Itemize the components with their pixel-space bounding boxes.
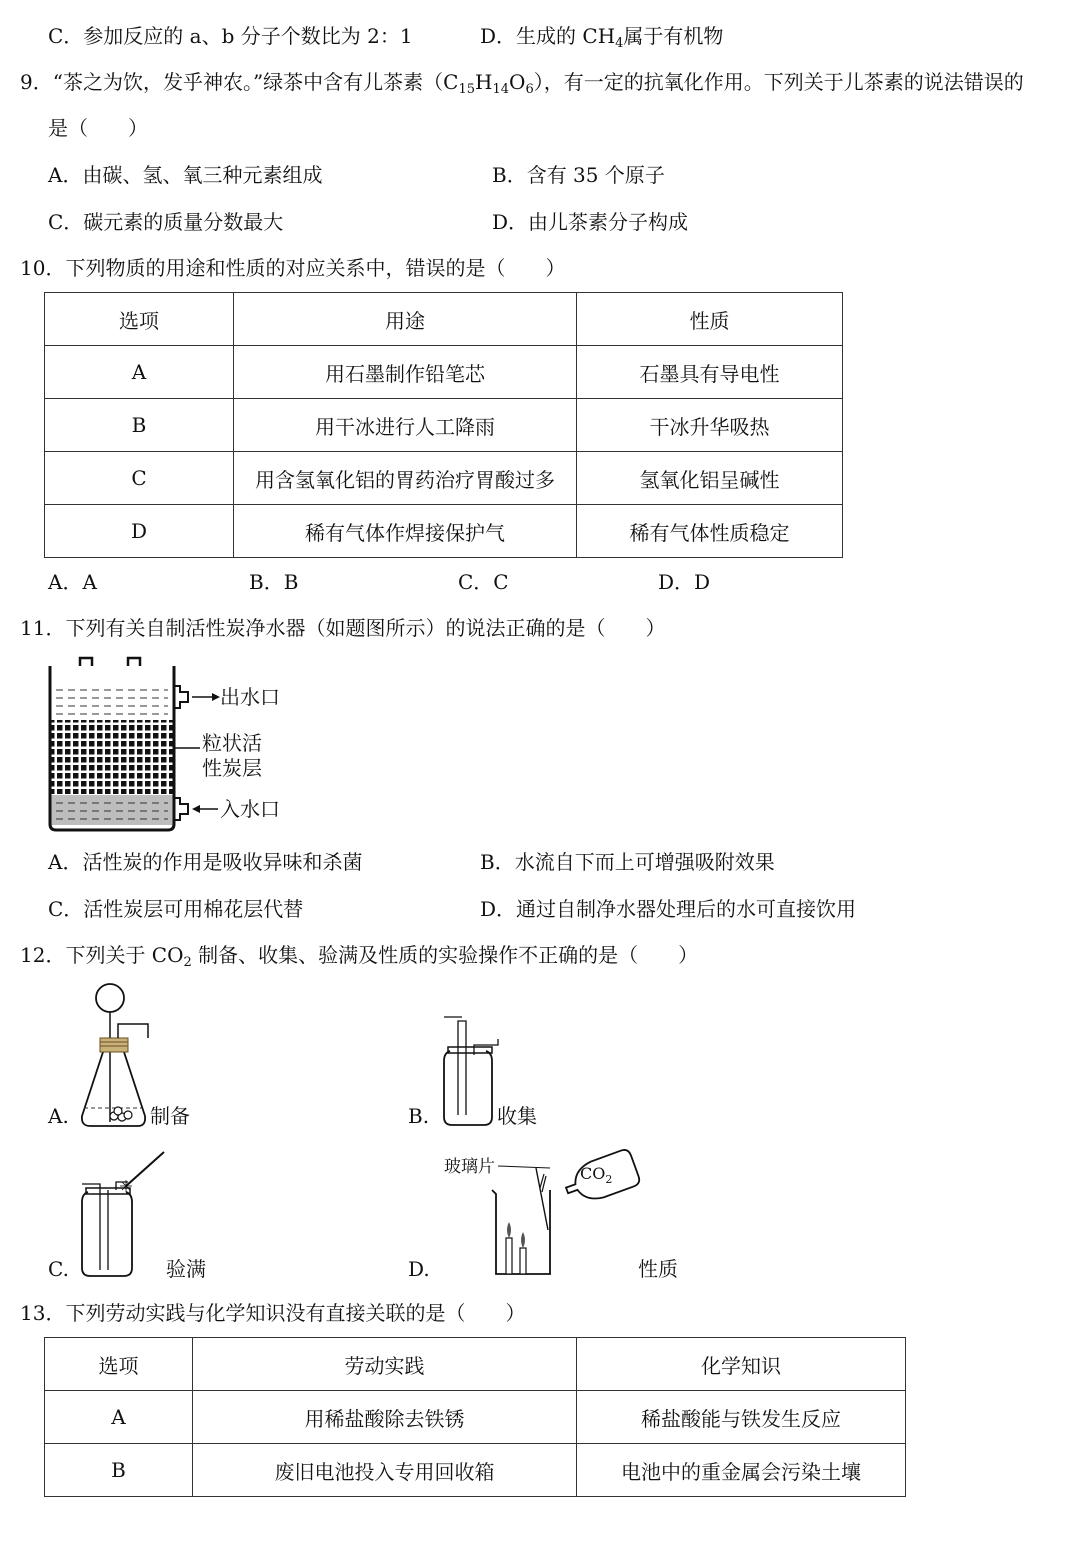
q9-option-c[interactable]: C．碳元素的质量分数最大 xyxy=(48,210,284,234)
stopper xyxy=(100,1038,128,1052)
q11-option-b[interactable]: B．水流自下而上可增强吸附效果 xyxy=(480,850,775,874)
table-cell: 稀有气体性质稳定 xyxy=(577,505,843,558)
q12-option-d-letter[interactable]: D. xyxy=(408,1257,430,1281)
q10-option-a[interactable]: A．A xyxy=(48,570,97,594)
q9-formula-o: O xyxy=(509,70,526,94)
candle-low xyxy=(506,1238,512,1274)
q13-header-cell: 劳动实践 xyxy=(193,1338,577,1391)
q9-formula-sub: 14 xyxy=(492,82,510,97)
q8-option-d-text-end: 属于有机物 xyxy=(623,24,724,48)
table-row xyxy=(45,399,843,452)
q10-option-d[interactable]: D．D xyxy=(658,570,711,594)
inlet-arrow-head xyxy=(192,805,200,813)
q13-stem: 13．下列劳动实践与化学知识没有直接关联的是（ ） xyxy=(20,1301,526,1325)
q13-header-cell: 化学知识 xyxy=(577,1338,906,1391)
delivery-tube xyxy=(118,1024,148,1038)
q10-table-header xyxy=(45,293,843,346)
carbon-layer-label-2: 性炭层 xyxy=(202,756,262,780)
q12-stem-subscript: 2 xyxy=(183,955,192,970)
q9-option-a[interactable]: A．由碳、氢、氧三种元素组成 xyxy=(48,163,323,187)
table-cell: 稀有气体作焊接保护气 xyxy=(234,505,577,558)
table-cell: A xyxy=(45,1391,193,1444)
outlet-label: 出水口 xyxy=(220,685,280,709)
test-bottle xyxy=(82,1192,132,1276)
q10-table xyxy=(44,292,843,558)
q12-option-c-letter[interactable]: C. xyxy=(48,1257,69,1281)
q12-option-a-label: 制备 xyxy=(150,1104,190,1128)
q9-stem-part: 9．“茶之为饮，发乎神农。”绿茶中含有儿茶素（C xyxy=(20,70,459,94)
table-row xyxy=(45,505,843,558)
q13-table xyxy=(44,1337,906,1497)
table-cell: 用含氢氧化铝的胃药治疗胃酸过多 xyxy=(234,452,577,505)
table-cell: B xyxy=(45,1444,193,1497)
table-cell: 干冰升华吸热 xyxy=(577,399,843,452)
inlet-long-tube xyxy=(458,1021,466,1115)
marble-chip xyxy=(124,1111,132,1119)
q9-option-d[interactable]: D．由儿茶素分子构成 xyxy=(492,210,689,234)
table-cell: 用稀盐酸除去铁锈 xyxy=(193,1391,577,1444)
q9-formula-sub: 15 xyxy=(458,82,476,97)
table-cell: 稀盐酸能与铁发生反应 xyxy=(577,1391,906,1444)
table-cell: 废旧电池投入专用回收箱 xyxy=(193,1444,577,1497)
bottle-neck xyxy=(448,1047,492,1053)
q8-option-d[interactable] xyxy=(480,22,723,50)
test-long-tube xyxy=(82,1184,100,1270)
outlet-arrow-head xyxy=(212,693,220,701)
table-cell: A xyxy=(45,346,234,399)
q13-header-cell: 选项 xyxy=(45,1338,193,1391)
q9-formula-h: H xyxy=(475,70,493,94)
q10-header-cell: 用途 xyxy=(234,293,577,346)
glass-slide-leader xyxy=(498,1166,550,1168)
carbon-layer-label-1: 粒状活 xyxy=(202,731,262,755)
q9-stem-continued: 是（ ） xyxy=(48,116,148,140)
candle-flame xyxy=(507,1222,511,1238)
table-cell: 石墨具有导电性 xyxy=(577,346,843,399)
q9-option-b[interactable]: B．含有 35 个原子 xyxy=(492,163,665,187)
top-spout xyxy=(80,658,92,666)
q11-option-d[interactable]: D．通过自制净水器处理后的水可直接饮用 xyxy=(480,897,857,921)
funnel-bulb xyxy=(96,984,124,1012)
table-cell: C xyxy=(45,452,234,505)
table-cell: 电池中的重金属会污染土壤 xyxy=(577,1444,906,1497)
candle-flame xyxy=(521,1232,525,1248)
q12-option-d-label: 性质 xyxy=(638,1257,678,1281)
q9-stem xyxy=(20,68,1024,96)
q8-option-c[interactable]: C．参加反应的 a、b 分子个数比为 2：1 xyxy=(48,24,413,48)
inlet-water-zone xyxy=(49,795,175,825)
activated-carbon-layer xyxy=(49,720,175,794)
table-cell: D xyxy=(45,505,234,558)
q10-option-b[interactable]: B．B xyxy=(249,570,299,594)
q10-header-cell: 选项 xyxy=(45,293,234,346)
inlet-label: 入水口 xyxy=(220,797,280,821)
glass-slide-label: 玻璃片 xyxy=(444,1157,495,1177)
inlet-tube xyxy=(174,798,188,820)
table-row xyxy=(45,346,843,399)
table-cell: 氢氧化铝呈碱性 xyxy=(577,452,843,505)
q11-stem: 11．下列有关自制活性炭净水器（如题图所示）的说法正确的是（ ） xyxy=(20,616,666,640)
q10-stem: 10．下列物质的用途和性质的对应关系中，错误的是（ ） xyxy=(20,256,566,280)
outlet-tube xyxy=(174,686,188,708)
table-cell: 用石墨制作铅笔芯 xyxy=(234,346,577,399)
table-cell: 用干冰进行人工降雨 xyxy=(234,399,577,452)
gas-collection-bottle-figure xyxy=(436,1015,506,1130)
table-row xyxy=(45,1391,906,1444)
q8-option-d-subscript: 4 xyxy=(615,36,624,51)
q12-option-c-label: 验满 xyxy=(166,1257,206,1281)
q12-stem-part: 12．下列关于 CO xyxy=(20,943,184,967)
q9-formula-sub: 6 xyxy=(525,82,534,97)
gas-test-bottle-figure xyxy=(76,1150,176,1280)
co2-subscript: 2 xyxy=(605,1173,613,1186)
marble-chip xyxy=(114,1107,122,1115)
q12-stem xyxy=(20,941,698,969)
q8-option-d-text: D．生成的 CH xyxy=(480,24,616,48)
co2-bottle-label xyxy=(580,1162,612,1186)
q10-header-cell: 性质 xyxy=(577,293,843,346)
q12-option-b-label: 收集 xyxy=(497,1104,537,1128)
table-row xyxy=(45,452,843,505)
collection-bottle xyxy=(444,1051,492,1125)
burning-stick xyxy=(126,1152,164,1186)
q10-option-c[interactable]: C．C xyxy=(458,570,509,594)
q11-option-c[interactable]: C．活性炭层可用棉花层代替 xyxy=(48,897,304,921)
table-row xyxy=(45,1444,906,1497)
q12-stem-part: 制备、收集、验满及性质的实验操作不正确的是（ ） xyxy=(191,943,699,967)
q11-option-a[interactable]: A．活性炭的作用是吸收异味和杀菌 xyxy=(48,850,363,874)
q12-option-a-letter[interactable]: A. xyxy=(48,1104,69,1128)
q12-option-b-letter[interactable]: B. xyxy=(408,1104,430,1128)
q13-table-header xyxy=(45,1338,906,1391)
co2-text: CO xyxy=(580,1164,606,1183)
table-cell: B xyxy=(45,399,234,452)
top-spout xyxy=(128,658,140,666)
candle-high xyxy=(520,1248,526,1274)
q9-stem-part: ），有一定的抗氧化作用。下列关于儿茶素的说法错误的 xyxy=(533,70,1024,94)
co2-property-figure xyxy=(480,1148,650,1283)
